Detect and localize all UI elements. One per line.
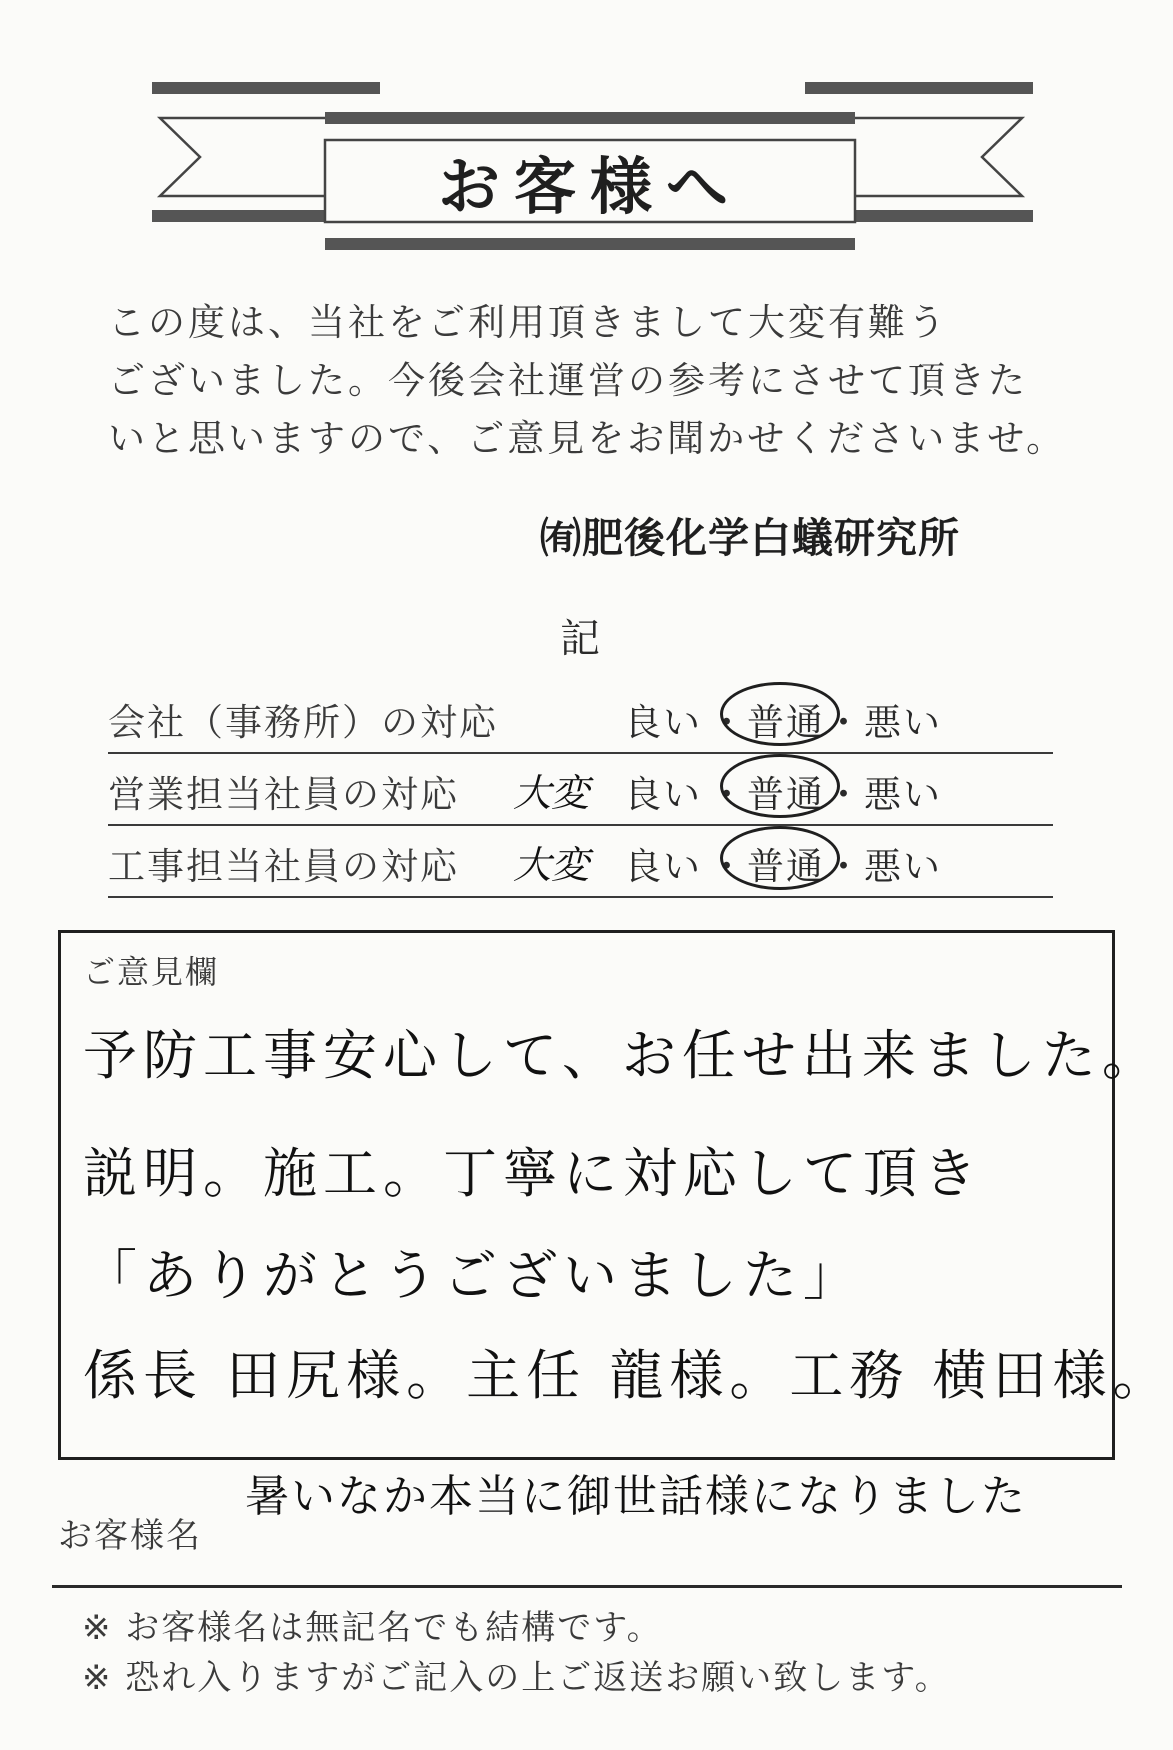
rating-note: 大変	[513, 843, 590, 887]
rating-row-sales	[108, 752, 1053, 826]
opinion-line-3: 「ありがとうございました」	[83, 1244, 863, 1307]
selected-circle-mark	[720, 826, 840, 890]
note-line-2: ※ 恐れ入りますがご記入の上ご返送お願い致します。	[82, 1658, 951, 1698]
ki-heading: 記	[560, 616, 600, 662]
customer-name-value[interactable]: 暑いなか本当に御世話様になりました	[245, 1471, 1027, 1522]
option-good[interactable]: 良い	[624, 701, 702, 744]
rating-row-construction	[108, 824, 1053, 898]
opinion-line-1: 予防工事安心して、お任せ出来ました。	[83, 1024, 1162, 1087]
intro-line-2: ございました。今後会社運営の参考にさせて頂きた	[108, 359, 1028, 402]
banner-bar-top-center	[325, 112, 855, 124]
option-bad[interactable]: 悪い	[864, 701, 942, 744]
opinion-box[interactable]	[58, 930, 1173, 1460]
selected-circle-mark	[720, 682, 840, 746]
option-normal[interactable]: 普通	[747, 773, 825, 816]
note-line-1: ※ お客様名は無記名でも結構です。	[82, 1608, 663, 1648]
opinion-line-2: 説明。施工。丁寧に対応して頂き	[83, 1142, 983, 1205]
intro-line-1: この度は、当社をご利用頂きまして大変有難う	[108, 301, 948, 344]
banner-bar-bottom-center	[325, 238, 855, 250]
customer-name-underline	[52, 1585, 1122, 1588]
rating-options: 良い ・普通・悪い	[618, 764, 942, 818]
rating-row-company	[108, 680, 1053, 754]
title-banner	[0, 0, 1173, 270]
option-good[interactable]: 良い	[624, 773, 702, 816]
intro-line-3: いと思いますので、ご意見をお聞かせくださいませ。	[108, 417, 1067, 460]
ribbon-left-tail	[160, 118, 325, 196]
option-normal[interactable]: 普通	[747, 701, 825, 744]
option-bad[interactable]: 悪い	[864, 773, 942, 816]
company-name: ㈲肥後化学白蟻研究所	[540, 514, 960, 562]
opinion-line-4: 係長 田尻様。主任 龍様。工務 横田様。	[83, 1344, 1173, 1407]
customer-name-label: お客様名	[58, 1516, 202, 1556]
banner-bar-top-right	[805, 82, 1033, 94]
page-title: お客様へ	[437, 149, 742, 223]
rating-options: 良い ・普通・悪い	[618, 692, 942, 746]
option-normal[interactable]: 普通	[747, 845, 825, 888]
rating-note: 大変	[513, 771, 590, 815]
option-bad[interactable]: 悪い	[864, 845, 942, 888]
ribbon-right-tail	[855, 118, 1022, 196]
rating-options: 良い ・普通・悪い	[618, 836, 942, 890]
rating-label: 営業担当社員の対応	[108, 773, 459, 816]
option-good[interactable]: 良い	[624, 845, 702, 888]
selected-circle-mark	[720, 754, 840, 818]
opinion-label: ご意見欄	[83, 953, 220, 991]
rating-label: 工事担当社員の対応	[108, 845, 459, 888]
banner-bar-top-left	[152, 82, 380, 94]
rating-label: 会社（事務所）の対応	[108, 701, 498, 744]
